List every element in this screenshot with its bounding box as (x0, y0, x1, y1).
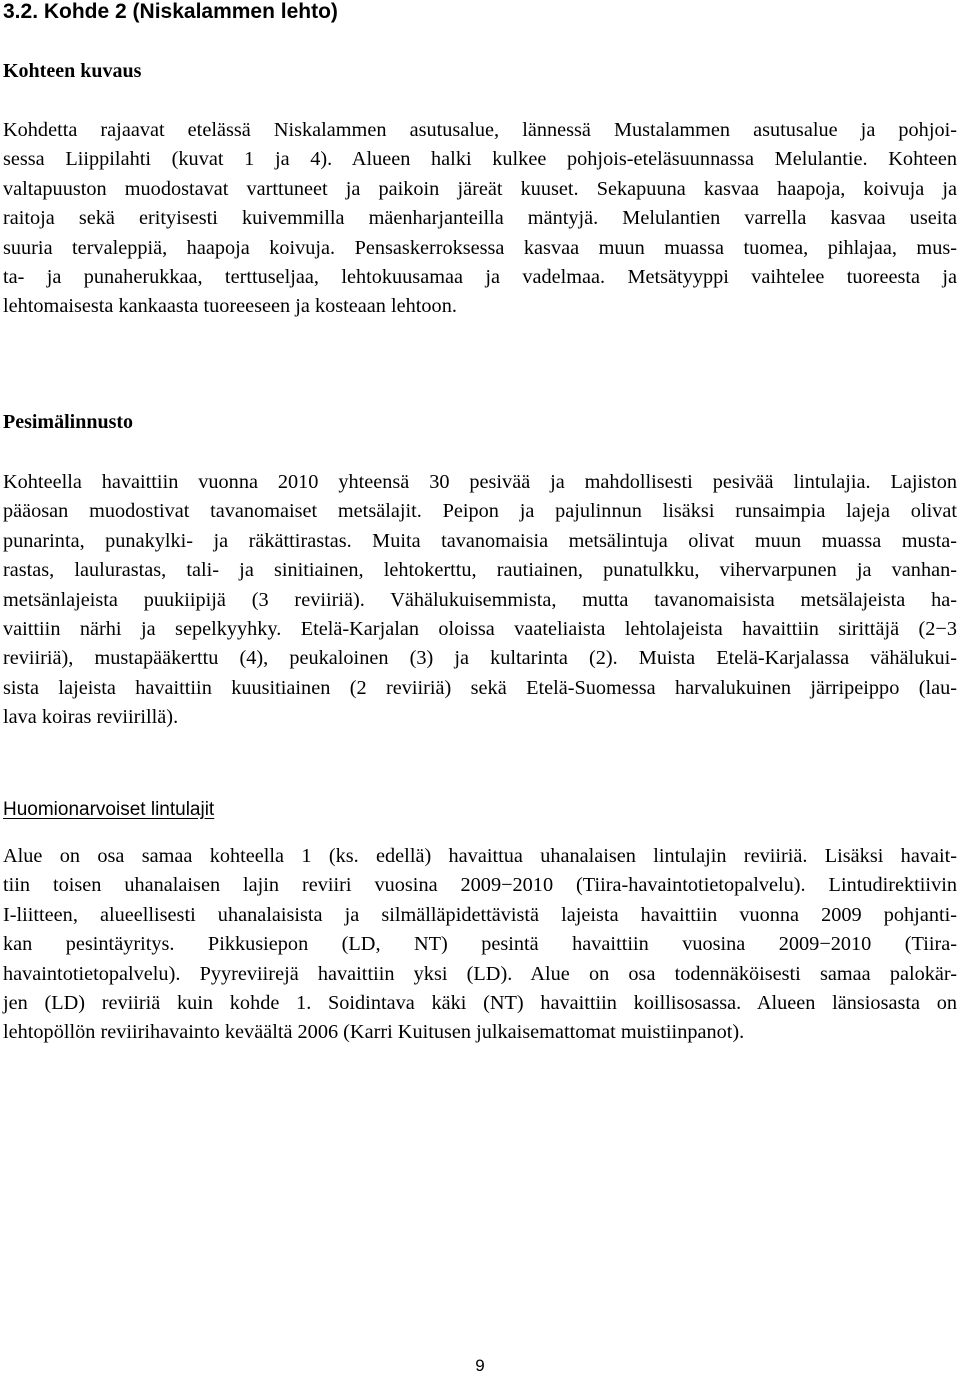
paragraph-line: Kohdetta rajaavat etelässä Niskalammen asutusalue, lännessä Mustalammen asutusalue ja pohjoi- (3, 119, 957, 141)
paragraph-line: sista lajeista havaittiin kuusitiainen (2 reviiriä) sekä Etelä-Suomessa harvalukuinen järripeippo (lau- (3, 676, 957, 699)
paragraph-line: rastas, laulurastas, tali- ja sinitiainen, lehtokerttu, rautiainen, punatulkku, vihervarpunen ja vanhan- (3, 559, 957, 582)
description-paragraph (3, 116, 957, 322)
paragraph-line: vaittiin närhi ja sepelkyyhky. Etelä-Karjalan oloissa vaateliaista lehtolajeista havaittiin sirittäjä (2−3 (3, 618, 957, 641)
page-number: 9 (475, 1356, 485, 1375)
paragraph-line: kan pesintäyritys. Pikkusiepon (LD, NT) pesintä havaittiin vuosina 2009−2010 (Tiira- (3, 933, 957, 956)
paragraph-line: tiin toisen uhanalaisen lajin reviiri vuosina 2009−2010 (Tiira-havaintotietopalvelu). Lintudirektiivin (3, 874, 957, 897)
notable-species-paragraph (3, 842, 957, 1048)
paragraph-line: reviiriä), mustapääkerttu (4), peukaloinen (3) ja kultarinta (2). Muista Etelä-Karjalassa vähälukui- (3, 647, 957, 670)
paragraph-line: Alue on osa samaa kohteella 1 (ks. edellä) havaittua uhanalaisen lintulajin reviiriä. Lisäksi havait- (3, 845, 957, 867)
paragraph-line: suuria tervaleppiä, haapoja koivuja. Pensaskerroksessa kasvaa muun muassa tuomea, pihlajaa, mus- (3, 236, 957, 259)
paragraph-line: Kohteella havaittiin vuonna 2010 yhteensä 30 pesivää ja mahdollisesti pesivää lintulajia. Lajiston (3, 471, 957, 493)
section-title: 3.2. Kohde 2 (Niskalammen lehto) (3, 0, 338, 23)
breeding-paragraph (3, 468, 957, 733)
paragraph-line: sessa Liippilahti (kuvat 1 ja 4). Alueen halki kulkee pohjois-eteläsuunnassa Melulantie. Kohteen (3, 148, 957, 171)
notable-species-heading: Huomionarvoiset lintulajit (3, 799, 215, 820)
paragraph-line: punarinta, punakylki- ja räkättirastas. Muita tavanomaisia metsälintuja olivat muun muassa musta- (3, 529, 957, 552)
paragraph-line: lehtopöllön reviirihavainto keväältä 2006 (Karri Kuitusen julkaisemattomat muistiinpanot). (3, 1021, 745, 1044)
paragraph-line: raitoja sekä erityisesti kuivemmilla mäenharjanteilla mäntyjä. Melulantien varrella kasvaa useita (3, 207, 957, 230)
paragraph-line: havaintotietopalvelu). Pyyreviirejä havaittiin yksi (LD). Alue on osa todennäköisesti samaa palokär- (3, 962, 957, 985)
breeding-heading: Pesimälinnusto (3, 411, 134, 433)
paragraph-line: lehtomaisesta kankaasta tuoreeseen ja kosteaan lehtoon. (3, 295, 457, 318)
paragraph-line: pääosan muodostivat tavanomaiset metsälajit. Peipon ja pajulinnun lisäksi runsaimpia lajeja olivat (3, 500, 957, 523)
paragraph-line: metsänlajeista puukiipijä (3 reviiriä). Vähälukuisemmista, mutta tavanomaisista metsälajeista ha- (3, 588, 957, 611)
paragraph-line: jen (LD) reviiriä kuin kohde 1. Soidintava käki (NT) havaittiin koillisosassa. Alueen länsiosasta on (3, 992, 957, 1015)
paragraph-line: I-liitteen, alueellisesti uhanalaisista ja silmälläpidettävistä lajeista havaittiin vuonna 2009 pohjanti- (3, 903, 957, 926)
paragraph-line: valtapuuston muodostavat varttuneet ja paikoin järeät kuuset. Sekapuuna kasvaa haapoja, koivuja ja (3, 177, 957, 200)
description-heading: Kohteen kuvaus (3, 60, 142, 82)
paragraph-line: lava koiras reviirillä). (3, 706, 179, 729)
paragraph-line: ta- ja punaherukkaa, terttuseljaa, lehtokuusamaa ja vadelmaa. Metsätyyppi vaihtelee tuoreesta ja (3, 266, 957, 289)
